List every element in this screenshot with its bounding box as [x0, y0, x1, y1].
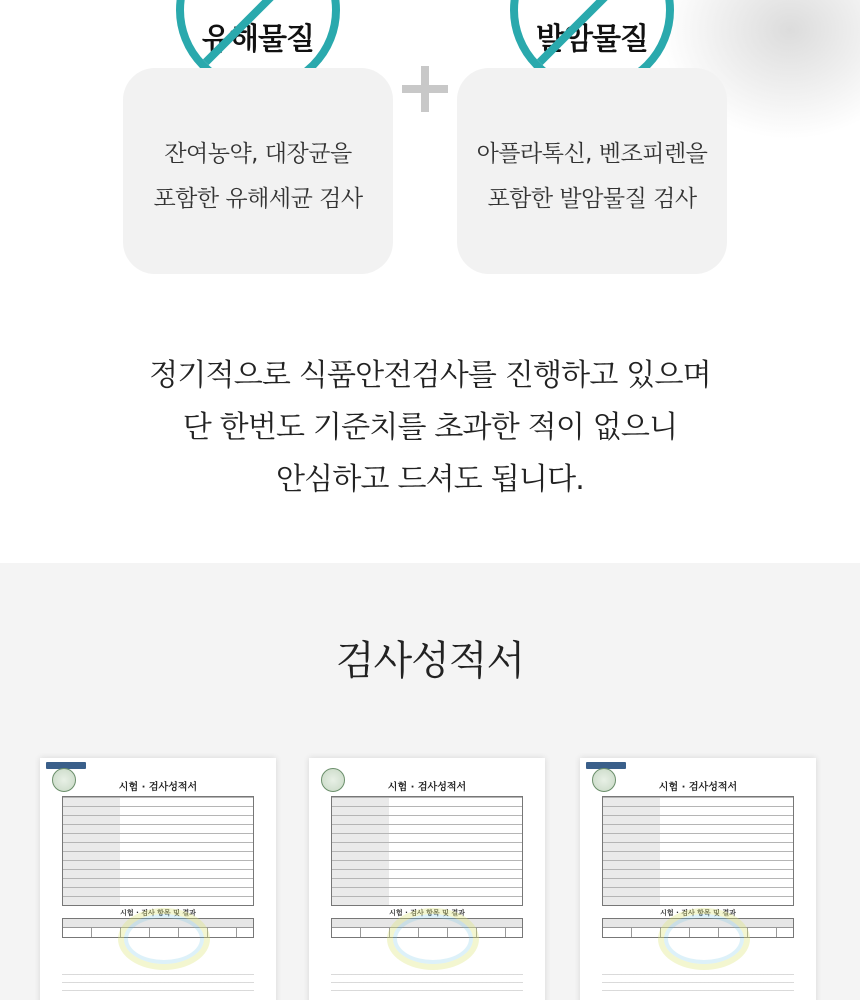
watermark-icon — [387, 908, 479, 970]
certificate-section-title: 시험 · 검사 항목 및 결과 — [389, 909, 465, 917]
certificate-footer — [62, 968, 254, 998]
feature-card-line: 포함한 유해세균 검사 — [153, 186, 363, 212]
certificate-info-table — [331, 796, 523, 906]
certificate-section-title: 시험 · 검사 항목 및 결과 — [660, 909, 736, 917]
statement-line: 정기적으로 식품안전검사를 진행하고 있으며 — [149, 358, 711, 393]
certificate-document[interactable] — [40, 758, 276, 1000]
badge-label-harmful: 유해물질 — [202, 22, 314, 57]
feature-card-line: 잔여농약, 대장균을 — [164, 141, 352, 167]
badge-label-carcinogen: 발암물질 — [536, 22, 648, 57]
certificate-footer — [602, 968, 794, 998]
certificate-title: 시험 · 검사성적서 — [658, 782, 738, 793]
safety-statement — [0, 350, 860, 506]
certificate-info-table — [62, 796, 254, 906]
certificate-title: 시험 · 검사성적서 — [118, 782, 198, 793]
certificate-section-title: 시험 · 검사 항목 및 결과 — [120, 909, 196, 917]
section-title: 검사성적서 — [335, 638, 525, 684]
plus-icon — [402, 66, 448, 112]
certificate-title: 시험 · 검사성적서 — [387, 782, 467, 793]
feature-card-carcinogen — [457, 68, 727, 274]
certificate-document[interactable] — [309, 758, 545, 1000]
watermark-icon — [118, 908, 210, 970]
certificate-document[interactable] — [580, 758, 816, 1000]
feature-card-line: 아플라톡신, 벤조피렌을 — [476, 141, 708, 167]
certificate-info-table — [602, 796, 794, 906]
statement-line: 안심하고 드셔도 됩니다. — [275, 462, 584, 497]
feature-card-line: 포함한 발암물질 검사 — [487, 186, 697, 212]
certificate-section — [0, 563, 860, 1000]
watermark-icon — [658, 908, 750, 970]
statement-line: 단 한번도 기준치를 초과한 적이 없으니 — [182, 410, 678, 445]
certificate-footer — [331, 968, 523, 998]
feature-card-harmful — [123, 68, 393, 274]
